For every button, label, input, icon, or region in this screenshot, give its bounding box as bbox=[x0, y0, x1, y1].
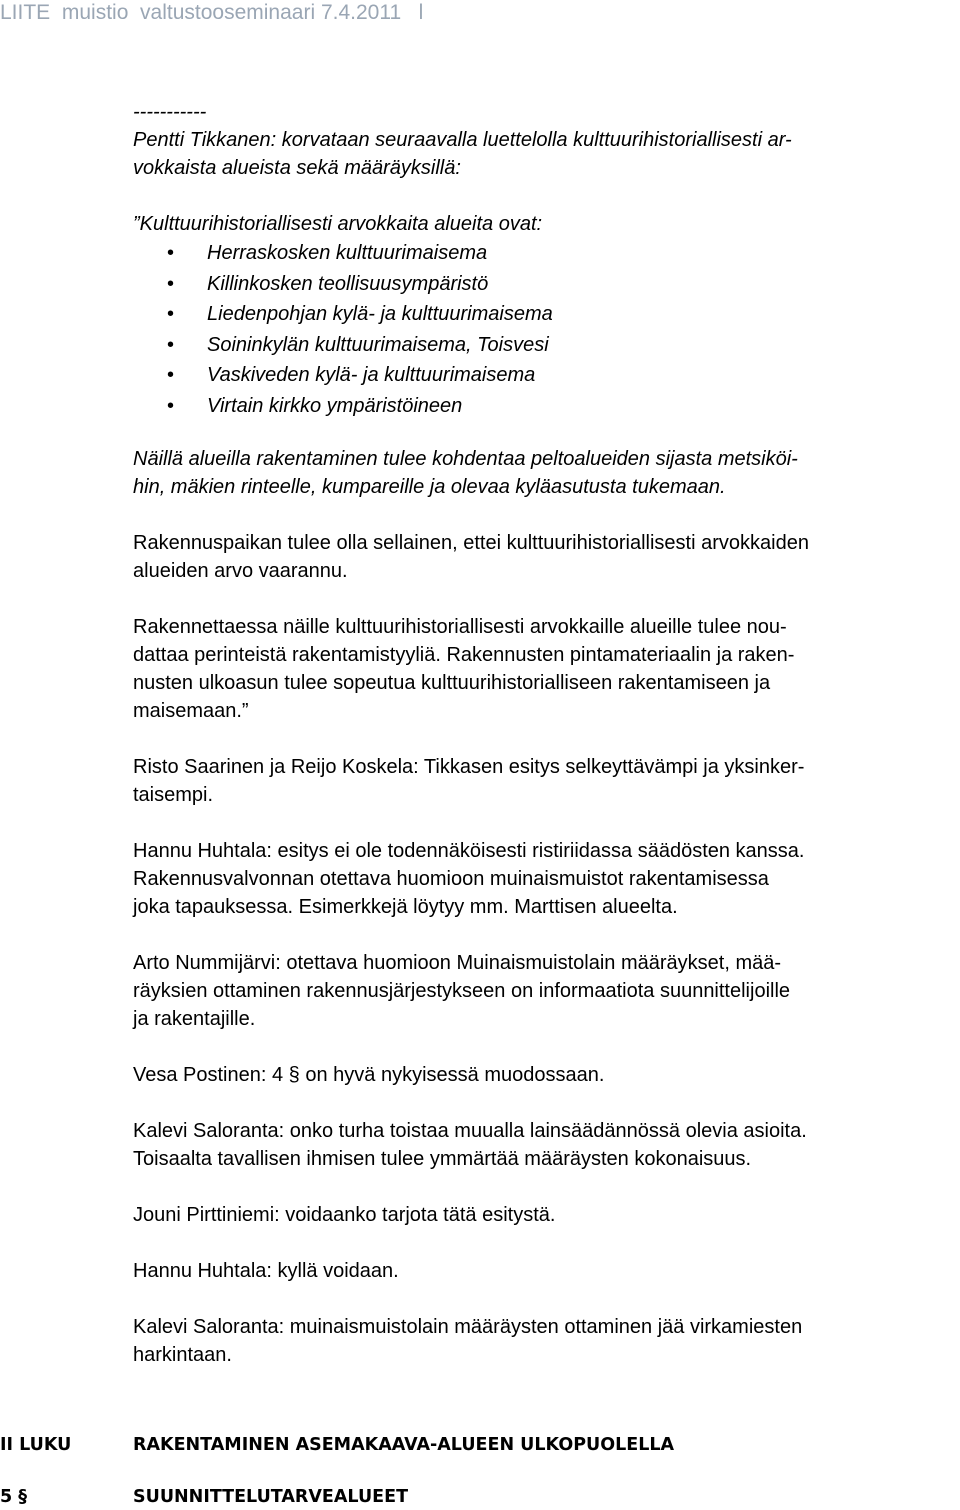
list-item bbox=[133, 360, 957, 391]
bullet-icon: • bbox=[167, 364, 175, 386]
paragraph bbox=[133, 1061, 957, 1089]
list-item-text: Herraskosken kulttuurimaisema bbox=[207, 242, 488, 264]
intro-line: Pentti Tikkanen: korvataan seuraavalla luettelolla kulttuurihistoriallisesti ar- bbox=[133, 129, 792, 151]
paragraph-line: joka tapauksessa. Esimerkkejä löytyy mm. Marttisen alueelta. bbox=[133, 896, 678, 918]
italic-paragraph bbox=[133, 445, 957, 501]
paragraph-line: taisempi. bbox=[133, 784, 214, 806]
paragraph-line: Vesa Postinen: 4 § on hyvä nykyisessä muodossaan. bbox=[133, 1064, 605, 1086]
paragraph bbox=[133, 1201, 957, 1229]
paragraph-line: Hannu Huhtala: esitys ei ole todennäköisesti ristiriidassa säädösten kanssa. bbox=[133, 840, 805, 862]
paragraph-line: Näillä alueilla rakentaminen tulee kohdentaa peltoalueiden sijasta metsiköi- bbox=[133, 448, 798, 470]
bullet-icon: • bbox=[167, 242, 175, 264]
list-item bbox=[133, 330, 957, 361]
list-item bbox=[133, 238, 957, 269]
list-item-text: Virtain kirkko ympäristöineen bbox=[207, 394, 463, 417]
paragraph-line: räyksien ottaminen rakennusjärjestykseen on informaatiota suunnittelijoille bbox=[133, 980, 791, 1002]
paragraph bbox=[133, 1257, 957, 1285]
paragraph-line: Toisaalta tavallisen ihmisen tulee ymmärtää määräysten kokonaisuus. bbox=[133, 1148, 752, 1170]
area-list bbox=[133, 238, 957, 421]
paragraph bbox=[133, 1313, 957, 1369]
section-number: 5 § bbox=[0, 1487, 28, 1507]
paragraph-line: nusten ulkoasun tulee sopeutua kulttuurihistorialliseen rakentamiseen ja bbox=[133, 672, 771, 694]
list-item-text: Soininkylän kulttuurimaisema, Toisvesi bbox=[207, 333, 549, 356]
section-title: SUUNNITTELUTARVEALUEET bbox=[133, 1487, 409, 1507]
list-item-text: Liedenpohjan kylä- ja kulttuurimaisema bbox=[207, 303, 553, 325]
paragraph bbox=[133, 529, 957, 585]
section-heading bbox=[0, 1484, 408, 1510]
bullet-icon: • bbox=[167, 303, 175, 325]
paragraph-line: ja rakentajille. bbox=[133, 1008, 256, 1030]
bullet-icon: • bbox=[167, 394, 175, 417]
paragraph-line: Hannu Huhtala: kyllä voidaan. bbox=[133, 1260, 399, 1282]
document-body bbox=[133, 98, 957, 1369]
paragraph-line: Rakennuspaikan tulee olla sellainen, ettei kulttuurihistoriallisesti arvokkaiden bbox=[133, 532, 809, 554]
paragraph-line: harkintaan. bbox=[133, 1344, 232, 1366]
paragraph-line: Rakennusvalvonnan otettava huomioon muinaismuistot rakentamisessa bbox=[133, 868, 769, 890]
paragraph bbox=[133, 753, 957, 809]
list-item bbox=[133, 391, 957, 422]
paragraph bbox=[133, 837, 957, 921]
bullet-icon: • bbox=[167, 272, 175, 295]
paragraph bbox=[133, 1117, 957, 1173]
list-item-text: Killinkosken teollisuusympäristö bbox=[207, 272, 489, 295]
quote-heading: ”Kulttuurihistoriallisesti arvokkaita alueita ovat: bbox=[133, 213, 543, 235]
chapter-heading bbox=[0, 1432, 674, 1458]
paragraph-line: Kalevi Saloranta: onko turha toistaa muualla lainsäädännössä olevia asioita. bbox=[133, 1120, 807, 1142]
intro-line: vokkaista alueista sekä määräyksillä: bbox=[133, 157, 461, 179]
list-item-text: Vaskiveden kylä- ja kulttuurimaisema bbox=[207, 364, 536, 386]
chapter-title: RAKENTAMINEN ASEMAKAAVA-ALUEEN ULKOPUOLELLA bbox=[133, 1435, 675, 1455]
paragraph-line: dattaa perinteistä rakentamistyyliä. Rakennusten pintamateriaalin ja raken- bbox=[133, 644, 795, 666]
paragraph-line: Rakennettaessa näille kulttuurihistoriallisesti arvokkaille alueille tulee nou- bbox=[133, 616, 787, 638]
list-item bbox=[133, 299, 957, 330]
paragraph-line: Arto Nummijärvi: otettava huomioon Muinaismuistolain määräykset, mää- bbox=[133, 952, 782, 974]
intro-paragraph bbox=[133, 126, 957, 182]
paragraph-line: maisemaan.” bbox=[133, 700, 249, 722]
document-header: LIITE muistio valtustooseminaari 7.4.2011 l bbox=[0, 1, 424, 24]
separator-line: ----------- bbox=[133, 101, 207, 123]
bullet-icon: • bbox=[167, 333, 175, 356]
paragraph bbox=[133, 613, 957, 725]
paragraph-line: alueiden arvo vaarannu. bbox=[133, 560, 348, 582]
paragraph-line: Risto Saarinen ja Reijo Koskela: Tikkasen esitys selkeyttävämpi ja yksinker- bbox=[133, 756, 805, 778]
paragraph-line: Kalevi Saloranta: muinaismuistolain määräysten ottaminen jää virkamiesten bbox=[133, 1316, 803, 1338]
paragraph bbox=[133, 949, 957, 1033]
paragraph-line: hin, mäkien rinteelle, kumpareille ja olevaa kyläasutusta tukemaan. bbox=[133, 476, 726, 498]
chapter-number: II LUKU bbox=[0, 1435, 72, 1455]
list-item bbox=[133, 269, 957, 300]
paragraph-line: Jouni Pirttiniemi: voidaanko tarjota tätä esitystä. bbox=[133, 1204, 556, 1226]
